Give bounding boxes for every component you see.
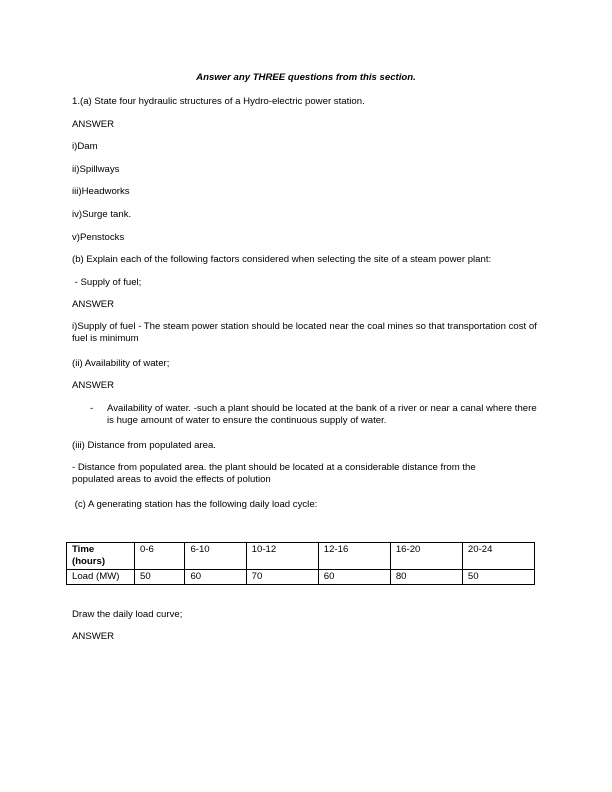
distance-answer: - Distance from populated area. the plant should be located at a considerable distance from the populated areas to avoid the effects of polution xyxy=(72,462,476,485)
load-cycle-table xyxy=(66,542,535,585)
table-cell: 70 xyxy=(246,570,318,585)
answer-label: ANSWER xyxy=(72,299,115,310)
table-header-load: Load (MW) xyxy=(67,570,135,585)
availability-of-water-text: Availability of water. -such a plant should be located at the bank of a river or near a canal where there is huge amount of water to ensure the continuous supply of water. xyxy=(107,403,537,426)
answer-item-spillways: ii)Spillways xyxy=(72,164,120,175)
table-cell: 80 xyxy=(390,570,462,585)
answer-item-dam: i)Dam xyxy=(72,141,98,152)
answer-label: ANSWER xyxy=(72,119,115,130)
table-cell: 20-24 xyxy=(462,543,534,570)
answer-item-surge-tank: iv)Surge tank. xyxy=(72,209,132,220)
table-cell: 10-12 xyxy=(246,543,318,570)
table-cell: 60 xyxy=(185,570,246,585)
table-cell: 50 xyxy=(135,570,185,585)
table-header-time: Time (hours) xyxy=(67,543,135,570)
supply-of-fuel-prompt: - Supply of fuel; xyxy=(72,277,142,288)
question-1c: (c) A generating station has the following daily load cycle: xyxy=(72,499,318,510)
question-1b: (b) Explain each of the following factors considered when selecting the site of a steam power plant: xyxy=(72,254,492,265)
section-heading: Answer any THREE questions from this section. xyxy=(196,72,416,83)
draw-load-curve-prompt: Draw the daily load curve; xyxy=(72,609,183,620)
question-1a: 1.(a) State four hydraulic structures of a Hydro-electric power station. xyxy=(72,96,365,107)
availability-of-water-answer xyxy=(107,403,543,427)
answer-label: ANSWER xyxy=(72,631,115,642)
table-row xyxy=(67,570,535,585)
distance-prompt: (iii) Distance from populated area. xyxy=(72,440,216,451)
answer-item-penstocks: v)Penstocks xyxy=(72,232,125,243)
table-cell: 60 xyxy=(318,570,390,585)
bullet-dash: - xyxy=(90,403,94,414)
supply-of-fuel-answer: i)Supply of fuel - The steam power station should be located near the coal mines so that transportation cost of fuel is minimum xyxy=(72,321,537,344)
availability-of-water-prompt: (ii) Availability of water; xyxy=(72,358,170,369)
answer-item-headworks: iii)Headworks xyxy=(72,186,130,197)
table-cell: 6-10 xyxy=(185,543,246,570)
answer-label: ANSWER xyxy=(72,380,115,391)
table-cell: 50 xyxy=(462,570,534,585)
table-row xyxy=(67,543,535,570)
table-cell: 16-20 xyxy=(390,543,462,570)
table-cell: 0-6 xyxy=(135,543,185,570)
table-cell: 12-16 xyxy=(318,543,390,570)
